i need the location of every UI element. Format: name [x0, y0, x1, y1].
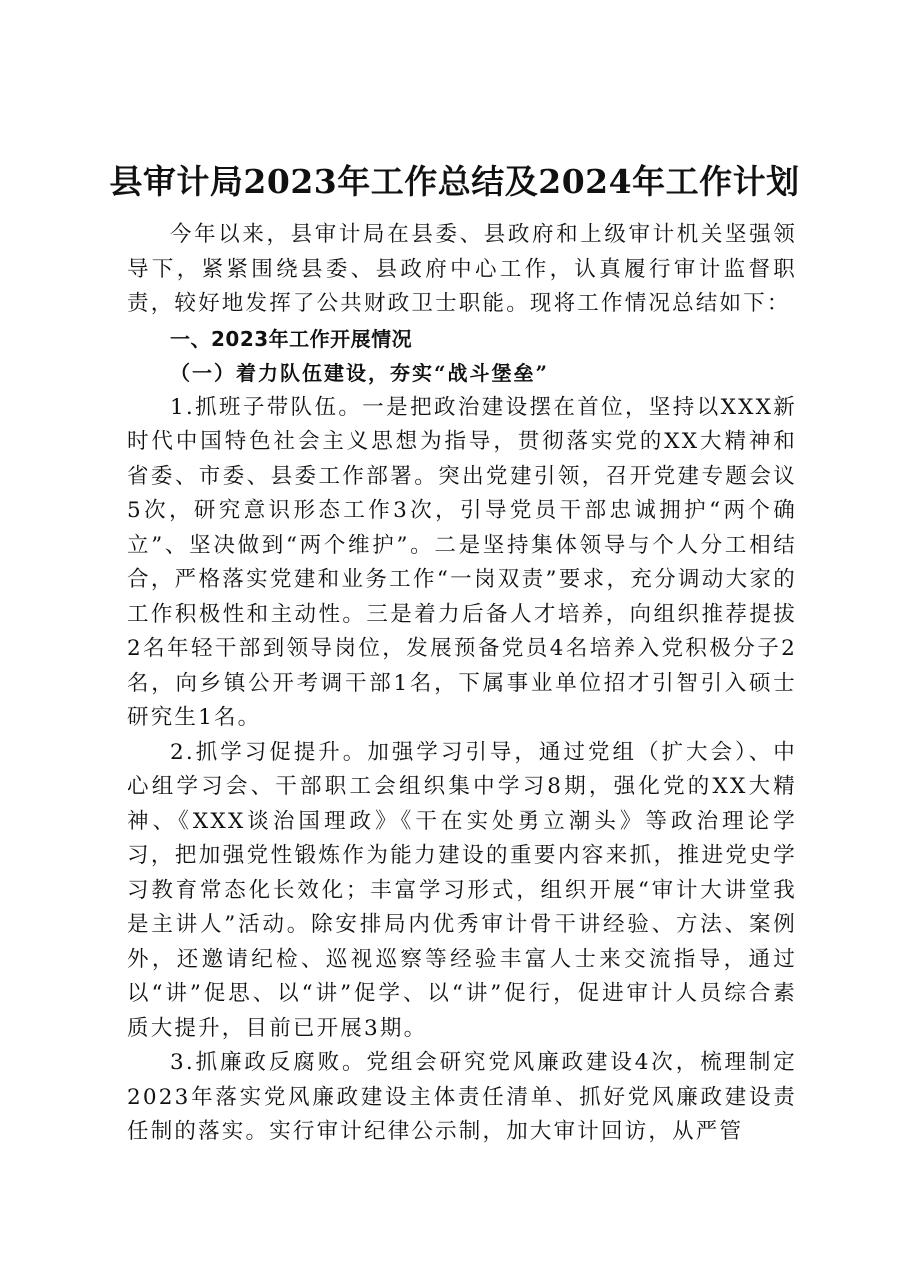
document-body: [127, 218, 797, 1150]
body-paragraph-2: 2.抓学习促提升。加强学习引导，通过党组（扩大会）、中心组学习会、干部职工会组织集中学习8期，强化党的XX大精神、《XXX谈治国理政》《干在实处勇立潮头》等政治理论学习，把加强党性锻炼作为能力建设的重要内容来抓，推进党史学习教育常态化长效化；丰富学习形式，组织开展“审计大讲堂我是主讲人”活动。除安排局内优秀审计骨干讲经验、方法、案例外，还邀请纪检、巡视巡察等经验丰富人士来交流指导，通过以“讲”促思、以“讲”促学、以“讲”促行，促进审计人员综合素质大提升，目前已开展3期。: [127, 739, 797, 1041]
document-title: 县审计局2023年工作总结及2024年工作计划: [109, 162, 800, 201]
intro-paragraph: 今年以来，县审计局在县委、县政府和上级审计机关坚强领导下，紧紧围绕县委、县政府中心工作，认真履行审计监督职责，较好地发挥了公共财政卫士职能。现将工作情况总结如下：: [127, 222, 797, 316]
body-paragraph-1: 1.抓班子带队伍。一是把政治建设摆在首位，坚持以XXX新时代中国特色社会主义思想为指导，贯彻落实党的XX大精神和省委、市委、县委工作部署。突出党建引领，召开党建专题会议5次，研究意识形态工作3次，引导党员干部忠诚拥护“两个确立”、坚决做到“两个维护”。二是坚持集体领导与个人分工相结合，严格落实党建和业务工作“一岗双责”要求，充分调动大家的工作积极性和主动性。三是着力后备人才培养，向组织推荐提拔2名年轻干部到领导岗位，发展预备党员4名培养入党积极分子2名，向乡镇公开考调干部1名，下属事业单位招才引智引入硕士研究生1名。: [127, 394, 797, 730]
body-paragraph-3: 3.抓廉政反腐败。党组会研究党风廉政建设4次，梳理制定2023年落实党风廉政建设主体责任清单、抓好党风廉政建设责任制的落实。实行审计纪律公示制，加大审计回访，从严管: [127, 1050, 797, 1144]
subsection-heading-1: （一）着力队伍建设，夯实“战斗堡垒”: [170, 361, 550, 385]
section-heading-1: 一、2023年工作开展情况: [170, 326, 413, 351]
